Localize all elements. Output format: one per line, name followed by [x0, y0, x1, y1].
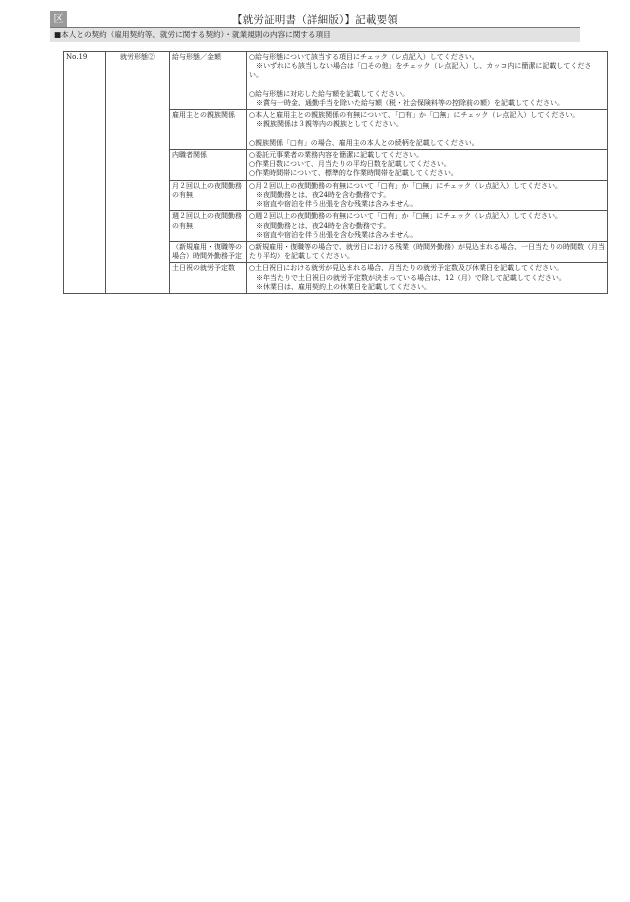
- description-line: ※宿直や宿泊を伴う出張を含む残業は含みません。: [249, 230, 418, 239]
- description-line: ○作業時間帯について、標準的な作業時間帯を記載してください。: [249, 169, 458, 178]
- item-description: [247, 263, 608, 294]
- description-line: ○作業日数について、月当たりの平均日数を記載してください。: [249, 160, 451, 169]
- description-line: [249, 81, 605, 90]
- spec-table-body: [64, 52, 608, 294]
- description-line: [249, 130, 605, 139]
- description-line: ○週２回以上の夜間勤務の有無について「□有」か「□無」にチェック（レ点記入）してください。: [249, 212, 562, 221]
- item-label: 土日祝の就労予定数: [170, 263, 247, 294]
- item-description: [247, 149, 608, 180]
- item-label: （新規雇用・復職等の場合）時間外勤務予定: [170, 241, 247, 262]
- description-line: ○新規雇用・復職等の場合で、就労日における残業（時間外勤務）が見込まれる場合、一日当たりの時間数（月当たり平均）を記載してください。: [249, 242, 605, 261]
- item-description: [247, 211, 608, 242]
- item-label: 給与形態／金額: [170, 52, 247, 110]
- description-line: ※宿直や宿泊を伴う出張を含む残業は含みません。: [249, 200, 418, 209]
- corner-badge: 区: [50, 11, 67, 28]
- item-description: [247, 52, 608, 110]
- item-description: [247, 180, 608, 211]
- item-label: 週２回以上の夜間勤務の有無: [170, 211, 247, 242]
- item-label: 月２回以上の夜間勤務の有無: [170, 180, 247, 211]
- description-line: ○委託元事業者の業務内容を簡潔に記載してください。: [249, 150, 424, 159]
- section-heading: ■本人との契約（雇用契約等、就労に関する契約）・就業規則の内容に関する項目: [50, 28, 580, 42]
- item-label: 内職者関係: [170, 149, 247, 180]
- description-line: ○給与形態に対応した給与額を記載してください。: [249, 89, 410, 98]
- item-description: [247, 241, 608, 262]
- description-line: ※賞与一時金、通勤手当を除いた給与額（税・社会保険料等の控除前の額）を記載してください。: [249, 98, 564, 107]
- description-line: ○給与形態について該当する項目にチェック（レ点記入）してください。: [249, 53, 479, 61]
- description-line: ○本人と雇用主との親族関係の有無について、「□有」か「□無」にチェック（レ点記入）してください。: [249, 111, 580, 120]
- description-line: ※親族関係は３親等内の親族としてください。: [249, 120, 403, 129]
- description-line: ○親族関係「□有」の場合、雇用主の本人との続柄を記載してください。: [249, 138, 479, 147]
- description-line: ※いずれにも該当しない場合は「□その他」をチェック（レ点記入）し、カッコ内に簡潔に記載してください。: [249, 62, 592, 80]
- category-label: 就労形態②: [106, 52, 170, 294]
- description-line: ※夜間勤務とは、夜24時を含む勤務です。: [249, 190, 391, 199]
- description-line: ○土日祝日における就労が見込まれる場合、月当たりの就労予定数及び休業日を記載してください。: [249, 264, 564, 273]
- description-line: ○月２回以上の夜間勤務の有無について「□有」か「□無」にチェック（レ点記入）してください。: [249, 181, 562, 190]
- item-label: 雇用主との親族関係: [170, 110, 247, 150]
- description-line: ※夜間勤務とは、夜24時を含む勤務です。: [249, 221, 391, 230]
- page-title: 【就労証明書（詳細版）】記載要領: [232, 14, 398, 26]
- item-number: No.19: [64, 52, 106, 294]
- item-description: [247, 110, 608, 150]
- table-row: [64, 52, 608, 110]
- spec-table: [63, 51, 608, 294]
- description-line: ※休業日は、雇用契約上の休業日を記載してください。: [249, 282, 431, 291]
- description-line: ※年当たりで土日祝日の就労予定数が決まっている場合は、12（月）で除して記載してください。: [249, 273, 566, 282]
